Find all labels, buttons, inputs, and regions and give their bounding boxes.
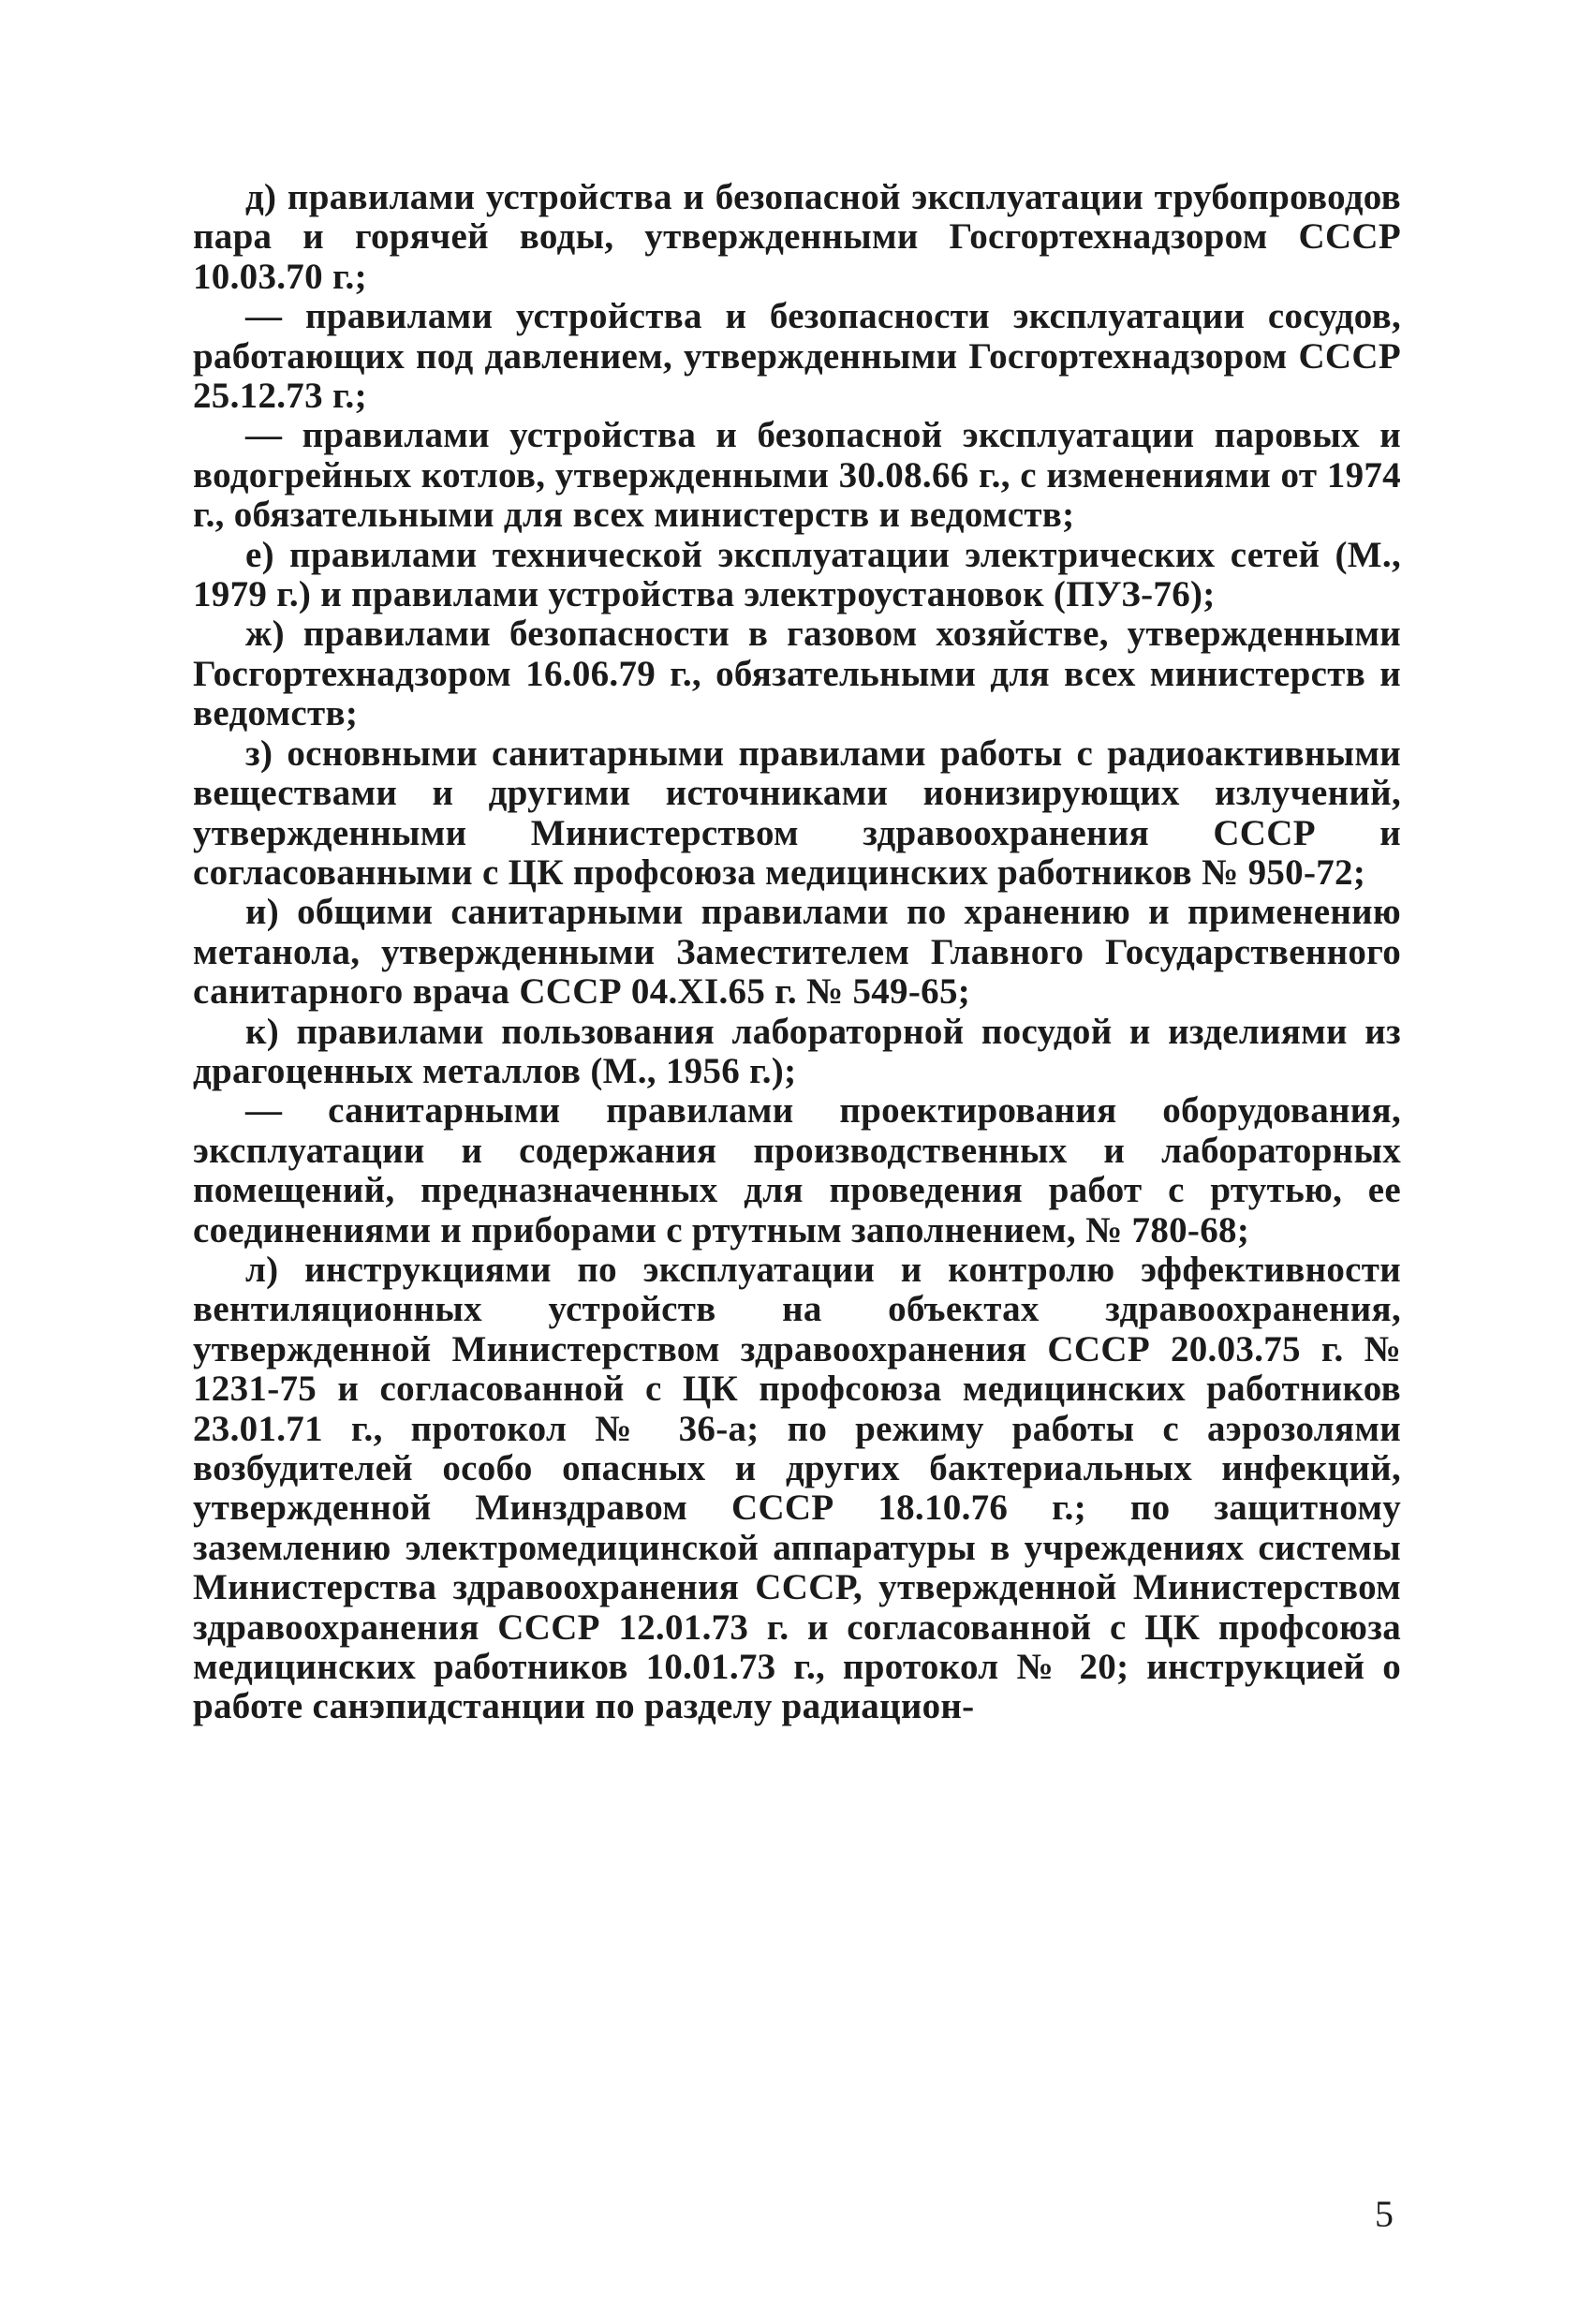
paragraph-vessels: — правилами устройства и безопасности эксплуатации сосудов, работающих под давлением, утвержденными Госгортехнадзором СССР 25.12.73 г.; xyxy=(193,296,1401,417)
paragraph-i: и) общими санитарными правилами по хранению и применению метанола, утвержденными Заместителем Главного Государственного санитарного врача СССР 04.XI.65 г. № 549-65; xyxy=(193,892,1401,1013)
paragraph-e: е) правилами технической эксплуатации электрических сетей (М., 1979 г.) и правилами устройства электроустановок (ПУЗ-76); xyxy=(193,534,1401,615)
paragraph-boilers: — правилами устройства и безопасной эксплуатации паровых и водогрейных котлов, утвержденными 30.08.66 г., с изменениями от 1974 г., обязательными для всех министерств и ведомств; xyxy=(193,415,1401,536)
paragraph-mercury: — санитарными правилами проектирования оборудования, эксплуатации и содержания производственных и лабораторных помещений, предназначенных для проведения работ с ртутью, ее соединениями и приборами с ртутным заполнением, № 780-68; xyxy=(193,1090,1401,1251)
paragraph-zh: ж) правилами безопасности в газовом хозяйстве, утвержденными Госгортехнадзором 16.06.79 г., обязательными для всех министерств и ведомств; xyxy=(193,614,1401,734)
paragraph-k: к) правилами пользования лабораторной посудой и изделиями из драгоценных металлов (М., 1956 г.); xyxy=(193,1011,1401,1091)
page-number: 5 xyxy=(1375,2193,1394,2235)
paragraph-d: д) правилами устройства и безопасной эксплуатации трубопроводов пара и горячей воды, утвержденными Госгортехнадзором СССР 10.03.70 г.; xyxy=(193,177,1401,297)
document-body xyxy=(193,178,1401,1727)
paragraph-z: з) основными санитарными правилами работы с радиоактивными веществами и другими источниками ионизирующих излучений, утвержденными Министерством здравоохранения СССР и согласованными с ЦК профсоюза медицинских работников № 950-72; xyxy=(193,733,1401,893)
paragraph-l: л) инструкциями по эксплуатации и контролю эффективности вентиляционных устройств на объектах здравоохранения, утвержденной Министерством здравоохранения СССР 20.03.75 г. № 1231-75 и согласованной с ЦК профсоюза медицинских работников 23.01.71 г., протокол № 36-а; по режиму работы с аэрозолями возбудителей особо опасных и других бактериальных инфекций, утвержденной Минздравом СССР 18.10.76 г.; по защитному заземлению электромедицинской аппаратуры в учреждениях системы Министерства здравоохранения СССР, утвержденной Министерством здравоохранения СССР 12.01.73 г. и согласованной с ЦК профсоюза медицинских работников 10.01.73 г., протокол № 20; инструкцией о работе санэпидстанции по разделу радиацион- xyxy=(193,1249,1401,1727)
